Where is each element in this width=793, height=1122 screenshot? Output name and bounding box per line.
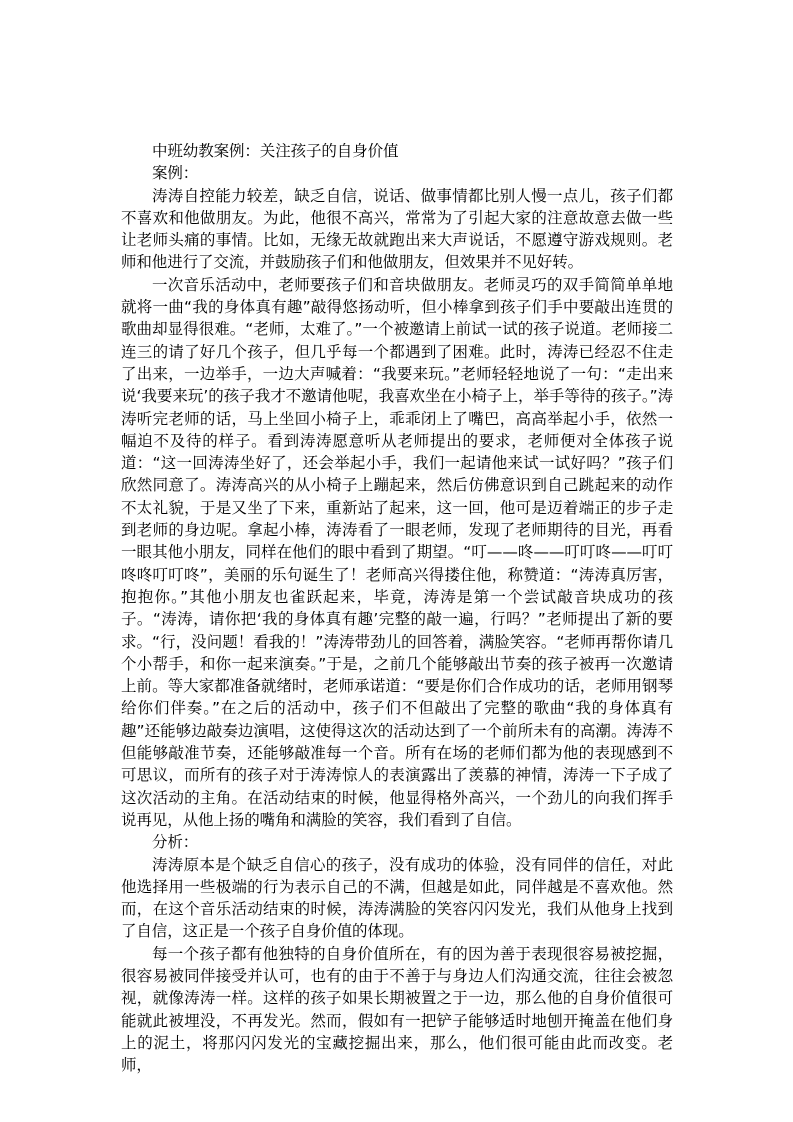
case-label: 案例：: [152, 164, 199, 183]
analysis-paragraph-1: 涛涛原本是个缺乏自信心的孩子，没有成功的体验，没有同伴的信任，对此他选择用一些极端的行为表示自己的不满，但越是如此，同伴越是不喜欢他。然而，在这个音乐活动结束的时候，涛涛满脸的笑容闪闪发光，我们从他身上找到了自信，这正是一个孩子自身价值的体现。: [121, 855, 673, 941]
analysis-label: 分析：: [152, 833, 199, 852]
document-title: 中班幼教案例：关注孩子的自身价值: [152, 142, 399, 160]
analysis-paragraph-2: 每一个孩子都有他独特的自身价值所在，有的因为善于表现很容易被挖掘，很容易被同伴接受并认可，也有的由于不善于与身边人们沟通交流，往往会被忽视，就像涛涛一样。这样的孩子如果长期被置之于一边，那么他的自身价值很可能就此被埋没，不再发光。然而，假如有一把铲子能够适时地刨开掩盖在他们身上的泥土，将那闪闪发光的宝藏挖掘出来，那么，他们很可能由此而改变。老师，: [121, 944, 673, 1075]
case-paragraph-2: 一次音乐活动中，老师要孩子们和音块做朋友。老师灵巧的双手简简单单地就将一曲“我的身体真有趣”敲得悠扬动听，但小棒拿到孩子们手中要敲出连贯的歌曲却显得很难。“老师，太难了。”一个被邀请上前试一试的孩子说道。老师接二连三的请了好几个孩子，但几乎每一个都遇到了困难。此时，涛涛已经忍不住走了出来，一边举手，一边大声喊着：“我要来玩。”老师轻轻地说了一句：“走出来说‘我要来玩’的孩子我才不邀请他呢，我喜欢坐在小椅子上，举手等待的孩子。”涛涛听完老师的话，马上坐回小椅子上，乖乖闭上了嘴巴，高高举起小手，依然一幅迫不及待的样子。看到涛涛愿意听从老师提出的要求，老师便对全体孩子说道：“这一回涛涛坐好了，还会举起小手，我们一起请他来试一试好吗？”孩子们欣然同意了。涛涛高兴的从小椅子上蹦起来，然后仿佛意识到自己跳起来的动作不太礼貌，于是又坐了下来，重新站了起来，这一回，他可是迈着端正的步子走到老师的身边呢。拿起小棒，涛涛看了一眼老师，发现了老师期待的目光，再看一眼其他小朋友，同样在他们的眼中看到了期望。“叮——咚——叮叮咚——叮叮咚咚叮叮咚”，美丽的乐句诞生了！老师高兴得搂住他，称赞道：“涛涛真厉害，抱抱你。”其他小朋友也雀跃起来，毕竟，涛涛是第一个尝试敲音块成功的孩子。“涛涛，请你把‘我的身体真有趣’完整的敲一遍，行吗？”老师提出了新的要求。“行，没问题！看我的！”涛涛带劲儿的回答着，满脸笑容。“老师再帮你请几个小帮手，和你一起来演奏。”于是，之前几个能够敲出节奏的孩子被再一次邀请上前。等大家都准备就绪时，老师承诺道：“要是你们合作成功的话，老师用钢琴给你们伴奏。”在之后的活动中，孩子们不但敲出了完整的歌曲“我的身体真有趣”还能够边敲奏边演唱，这使得这次的活动达到了一个前所未有的高潮。涛涛不但能够敲准节奏，还能够敲准每一个音。所有在场的老师们都为他的表现感到不可思议，而所有的孩子对于涛涛惊人的表演露出了羡慕的神情，涛涛一下子成了这次活动的主角。在活动结束的时候，他显得格外高兴，一个劲儿的向我们挥手说再见，从他上扬的嘴角和满脸的笑容，我们看到了自信。: [121, 275, 673, 829]
case-paragraph-1: 涛涛自控能力较差，缺乏自信，说话、做事情都比别人慢一点儿，孩子们都不喜欢和他做朋友。为此，他很不高兴，常常为了引起大家的注意故意去做一些让老师头痛的事情。比如，无缘无故就跑出来大声说话，不愿遵守游戏规则。老师和他进行了交流，并鼓励孩子们和他做朋友，但效果并不见好转。: [121, 186, 673, 272]
document-body: [121, 140, 673, 1076]
